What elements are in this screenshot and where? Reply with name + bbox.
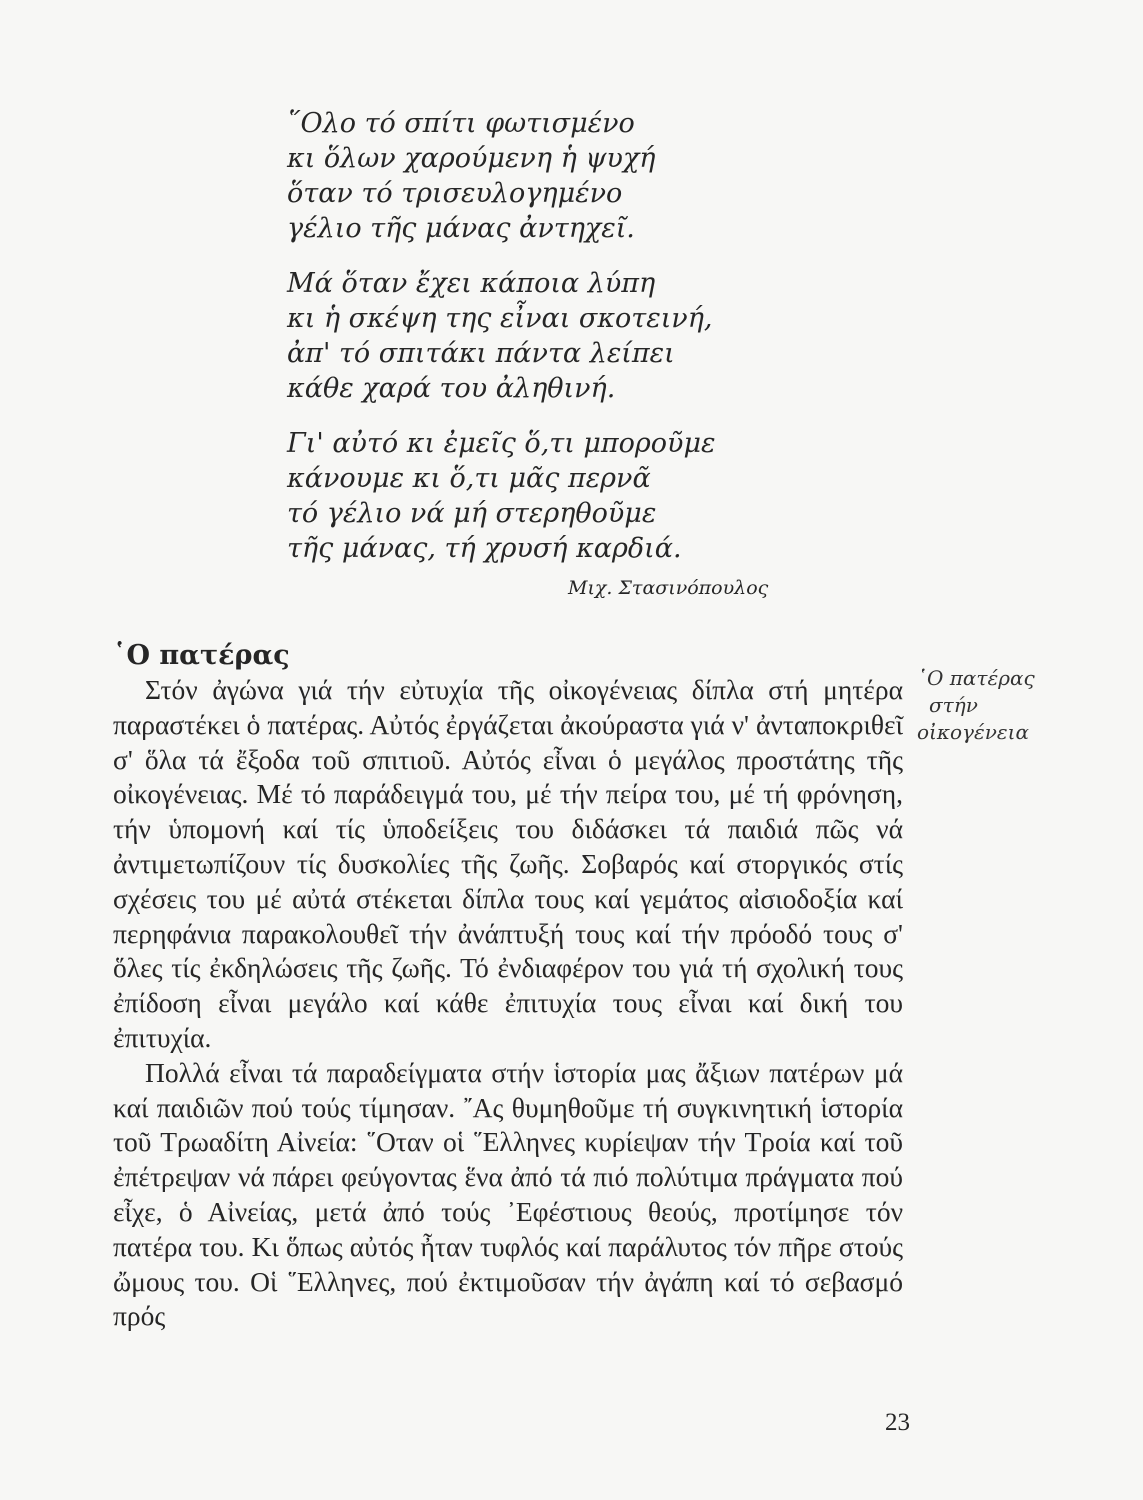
body-paragraph: Πολλά εἶναι τά παραδείγματα στήν ἱστορία μας ἄξιων πατέρων μά καί παιδιῶν πού τούς τίμησαν. ῎Ας θυμηθοῦμε τή συγκινητική ἱστορία τοῦ Τρωαδίτη Αἰνεία: ῞Οταν οἱ ῞Ελληνες κυρίεψαν τήν Τροία καί τοῦ ἐπέτρεψαν νά πάρει φεύγοντας ἕνα ἀπό τά πιό πολύτιμα πράγματα πού εἶχε, ὁ Αἰνείας, μετά ἀπό τούς ᾿Εφέστιους θεούς, προτίμησε τόν πατέρα του. Κι ὅπως αὐτός ἦταν τυφλός καί παράλυτος τόν πῆρε στούς ὤμους του. Οἱ ῞Ελληνες, πού ἐκτιμοῦσαν τήν ἀγάπη καί τό σεβασμό πρός: [113, 1056, 903, 1332]
poem-stanza: [287, 266, 747, 406]
section-heading: ῾Ο πατέρας: [113, 640, 290, 671]
body-paragraph: Στόν ἀγώνα γιά τήν εὐτυχία τῆς οἰκογένειας δίπλα στή μητέρα παραστέκει ὁ πατέρας. Αὐτός ἐργάζεται ἀκούραστα γιά ν' ἀνταποκριθεῖ σ' ὅλα τά ἔξοδα τοῦ σπιτιοῦ. Αὐτός εἶναι ὁ μεγάλος προστάτης τῆς οἰκογένειας. Μέ τό παράδειγμά του, μέ τήν πείρα του, μέ τή φρόνηση, τήν ὑπομονή καί τίς ὑποδείξεις του διδάσκει τά παιδιά πῶς νά ἀντιμετωπίζουν τίς δυσκολίες τῆς ζωῆς. Σοβαρός καί στοργικός στίς σχέσεις του μέ αὐτά στέκεται δίπλα τους καί γεμάτος αἰσιοδοξία καί περηφάνια παρακολουθεῖ τήν ἀνάπτυξή τους καί τήν πρόοδό τους σ' ὅλες τίς ἐκδηλώσεις τῆς ζωῆς. Τό ἐνδιαφέρον του γιά τή σχολική τους ἐπίδοση εἶναι μεγάλο καί κάθε ἐπιτυχία τους εἶναι καί δική του ἐπιτυχία.: [113, 674, 903, 1053]
poem-line: τό γέλιο νά μή στερηθοῦμε: [287, 498, 657, 529]
poem-line: Γι' αὐτό κι ἐμεῖς ὅ,τι μποροῦμε: [287, 428, 716, 459]
poem-signature: Μιχ. Στασινόπουλος: [568, 577, 769, 599]
poem-line: κάθε χαρά του ἀληθινή.: [287, 373, 616, 404]
poem-line: ἀπ' τό σπιτάκι πάντα λείπει: [287, 338, 675, 369]
poem-line: κι ὅλων χαρούμενη ἡ ψυχή: [287, 143, 656, 174]
poem-line: κι ἡ σκέψη της εἶναι σκοτεινή,: [287, 303, 713, 334]
poem-line: ῞Ολο τό σπίτι φωτισμένο: [287, 108, 635, 139]
poem-line: τῆς μάνας, τή χρυσή καρδιά.: [287, 533, 682, 564]
margin-note: [917, 665, 1047, 746]
poem-line: κάνουμε κι ὅ,τι μᾶς περνᾶ: [287, 463, 651, 494]
poem-line: Μά ὅταν ἔχει κάποια λύπη: [287, 268, 656, 299]
margin-note-line: στήν: [929, 693, 978, 717]
poem-line: γέλιο τῆς μάνας ἀντηχεῖ.: [287, 213, 635, 244]
poem-line: ὅταν τό τρισευλογημένο: [287, 178, 623, 209]
margin-note-line: οἰκογένεια: [917, 720, 1029, 744]
margin-note-line: ῾Ο πατέρας: [917, 666, 1035, 690]
page-number: 23: [885, 1409, 910, 1436]
poem: [287, 106, 747, 586]
poem-stanza: [287, 426, 747, 566]
section-body: [113, 673, 903, 1334]
poem-stanza: [287, 106, 747, 246]
